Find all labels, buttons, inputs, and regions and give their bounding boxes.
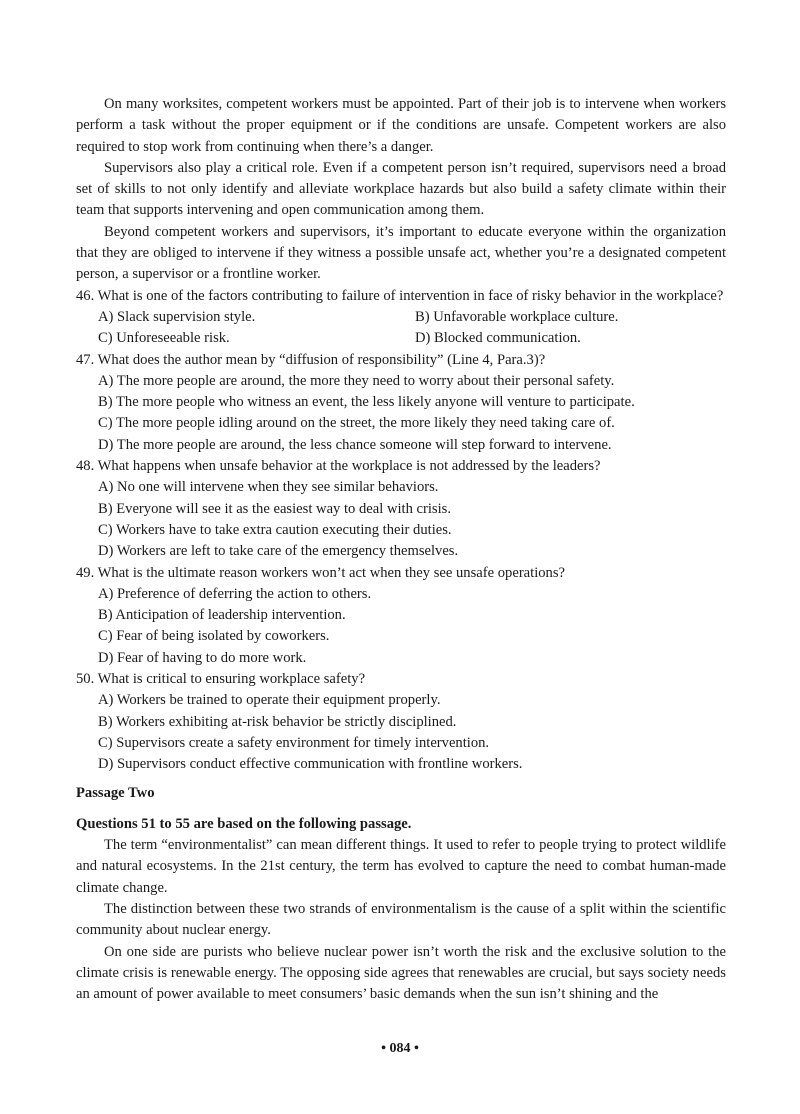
- answer-option-d: D) Workers are left to take care of the emergency themselves.: [98, 543, 459, 560]
- passage-paragraph: The distinction between these two strands of environmentalism is the cause of a split within the scientific community about nuclear energy.: [76, 900, 726, 939]
- answer-option-b: B) Unfavorable workplace culture.: [415, 308, 619, 325]
- answer-option-a: A) No one will intervene when they see similar behaviors.: [98, 479, 439, 496]
- answer-option-b: B) Anticipation of leadership intervention.: [98, 607, 346, 624]
- answer-option-c: C) Unforeseeable risk.: [98, 330, 230, 347]
- question-48: [76, 456, 726, 562]
- question-47: [76, 350, 726, 456]
- answer-option-d: D) Blocked communication.: [415, 330, 581, 347]
- passage-paragraph: On one side are purists who believe nuclear power isn’t worth the risk and the exclusive solution to the climate crisis is renewable energy. The opposing side agrees that renewables are crucial, but says society needs an amount of power available to meet consumers’ basic demands when the sun isn’t shining and the: [76, 943, 726, 1003]
- answer-option-b: B) The more people who witness an event, the less likely anyone will venture to participate.: [98, 394, 635, 411]
- answer-option-b: B) Workers exhibiting at-risk behavior be strictly disciplined.: [98, 713, 457, 730]
- section-instruction: Questions 51 to 55 are based on the following passage.: [76, 815, 412, 832]
- answer-option-c: C) The more people idling around on the street, the more likely they need taking care of.: [98, 415, 615, 432]
- answer-option-c: C) Supervisors create a safety environment for timely intervention.: [98, 734, 490, 751]
- passage-paragraph: Beyond competent workers and supervisors, it’s important to educate everyone within the organization that they are obliged to intervene if they witness a possible unsafe act, whether you’re a designated competent person, a supervisor or a frontline worker.: [76, 223, 726, 283]
- passage-paragraph: The term “environmentalist” can mean different things. It used to refer to people trying to protect wildlife and natural ecosystems. In the 21st century, the term has evolved to capture the need to combat human-made climate change.: [76, 837, 726, 896]
- question-stem: 50. What is critical to ensuring workplace safety?: [76, 671, 366, 688]
- answer-option-d: D) Supervisors conduct effective communication with frontline workers.: [98, 756, 523, 773]
- question-50: [76, 669, 726, 775]
- answer-option-a: A) Preference of deferring the action to others.: [98, 585, 372, 602]
- answer-option-a: A) Workers be trained to operate their equipment properly.: [98, 692, 441, 709]
- question-stem: 47. What does the author mean by “diffusion of responsibility” (Line 4, Para.3)?: [76, 351, 546, 368]
- passage-paragraph: Supervisors also play a critical role. Even if a competent person isn’t required, supervisors need a broad set of skills to not only identify and alleviate workplace hazards but also build a safety climate within their team that supports intervening and open communication among them.: [76, 159, 726, 219]
- answer-option-d: D) The more people are around, the less chance someone will step forward to intervene.: [98, 436, 612, 453]
- question-46: [76, 286, 726, 350]
- passage-paragraph: On many worksites, competent workers must be appointed. Part of their job is to intervene when workers perform a task without the proper equipment or if the conditions are unsafe. Competent workers are also required to stop work from continuing when there’s a danger.: [76, 96, 726, 155]
- question-stem: 48. What happens when unsafe behavior at the workplace is not addressed by the leaders?: [76, 458, 601, 475]
- answer-option-a: A) Slack supervision style.: [98, 308, 256, 325]
- page-number: • 084 •: [381, 1041, 419, 1056]
- question-stem: 46. What is one of the factors contributing to failure of intervention in face of risky behavior in the workplace?: [76, 287, 724, 304]
- answer-options: [76, 307, 726, 350]
- answer-option-c: C) Workers have to take extra caution executing their duties.: [98, 521, 452, 538]
- answer-option-c: C) Fear of being isolated by coworkers.: [98, 628, 330, 645]
- answer-option-a: A) The more people are around, the more they need to worry about their personal safety.: [98, 372, 615, 389]
- section-title: Passage Two: [76, 784, 155, 801]
- question-49: [76, 563, 726, 669]
- answer-option-b: B) Everyone will see it as the easiest way to deal with crisis.: [98, 500, 451, 517]
- answer-option-d: D) Fear of having to do more work.: [98, 649, 307, 666]
- question-stem: 49. What is the ultimate reason workers won’t act when they see unsafe operations?: [76, 564, 566, 581]
